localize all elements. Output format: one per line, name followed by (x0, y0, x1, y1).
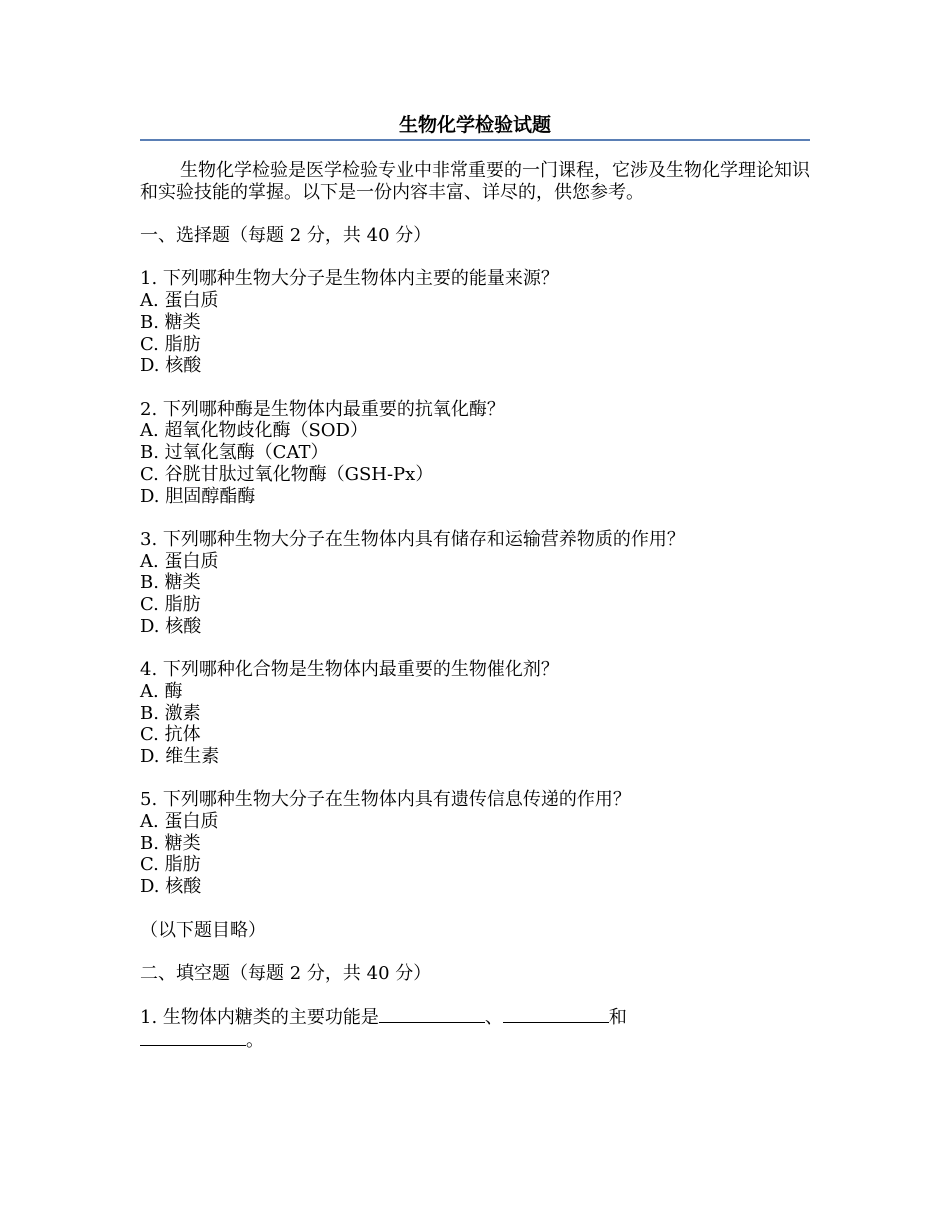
answer-blank-3[interactable] (140, 1029, 246, 1046)
fill-blank-prefix: 1. 生物体内糖类的主要功能是 (140, 1007, 379, 1029)
fill-blank-question (140, 1006, 810, 1051)
separator-comma: 、 (484, 1007, 503, 1029)
spacer (140, 247, 810, 269)
option-c: C. 谷胱甘肽过氧化物酶（GSH-Px） (140, 463, 434, 485)
intro-paragraph: 生物化学检验是医学检验专业中非常重要的一门课程，它涉及生物化学理论知识和实验技能的掌握。以下是一份内容丰富、详尽的，供您参考。 (140, 160, 810, 203)
option-b: B. 糖类 (140, 311, 201, 333)
option-d: D. 胆固醇酯酶 (140, 485, 256, 507)
spacer (140, 768, 810, 790)
option-d: D. 核酸 (140, 615, 202, 637)
option-b: B. 糖类 (140, 832, 201, 854)
spacer (140, 203, 810, 225)
question-stem: 3. 下列哪种生物大分子在生物体内具有储存和运输营养物质的作用？ (140, 528, 685, 550)
section-heading-fill-blank: 二、填空题（每题 2 分，共 40 分） (140, 962, 432, 984)
separator-and: 和 (608, 1007, 627, 1029)
omitted-note: （以下题目略） (140, 919, 266, 941)
fill-blank-line-2 (140, 1029, 810, 1052)
answer-blank-1[interactable] (379, 1006, 485, 1023)
option-a: A. 蛋白质 (140, 811, 219, 832)
document-body (140, 160, 810, 1052)
question-stem: 2. 下列哪种酶是生物体内最重要的抗氧化酶？ (140, 398, 505, 420)
option-d: D. 核酸 (140, 876, 202, 898)
fill-blank-line-1 (140, 1006, 810, 1029)
question-stem: 5. 下列哪种生物大分子在生物体内具有遗传信息传递的作用？ (140, 789, 631, 811)
spacer (140, 898, 810, 920)
option-c: C. 抗体 (140, 724, 201, 746)
option-d: D. 核酸 (140, 355, 202, 377)
option-c: C. 脂肪 (140, 594, 201, 615)
option-b: B. 激素 (140, 702, 201, 724)
question-block (140, 659, 810, 768)
spacer (140, 637, 810, 659)
section-heading-choice: 一、选择题（每题 2 分，共 40 分） (140, 225, 432, 247)
option-a: A. 超氧化物歧化酶（SOD） (140, 420, 368, 442)
question-block (140, 268, 810, 377)
question-block (140, 529, 810, 638)
spacer (140, 507, 810, 529)
title-underline (140, 139, 810, 141)
option-b: B. 过氧化氢酶（CAT） (140, 442, 329, 464)
option-a: A. 酶 (140, 680, 183, 702)
answer-blank-2[interactable] (503, 1006, 609, 1023)
fill-blank-end: 。 (246, 1029, 264, 1051)
question-block (140, 399, 810, 508)
option-d: D. 维生素 (140, 745, 220, 767)
question-stem: 4. 下列哪种化合物是生物体内最重要的生物催化剂？ (140, 659, 559, 681)
document-title: 生物化学检验试题 (398, 114, 551, 136)
spacer (140, 377, 810, 399)
spacer (140, 941, 810, 963)
option-b: B. 糖类 (140, 572, 201, 594)
question-block (140, 789, 810, 898)
option-a: A. 蛋白质 (140, 550, 219, 572)
option-c: C. 脂肪 (140, 333, 201, 355)
option-a: A. 蛋白质 (140, 290, 219, 312)
spacer (140, 985, 810, 1007)
question-stem: 1. 下列哪种生物大分子是生物体内主要的能量来源？ (140, 268, 559, 290)
option-c: C. 脂肪 (140, 854, 201, 876)
